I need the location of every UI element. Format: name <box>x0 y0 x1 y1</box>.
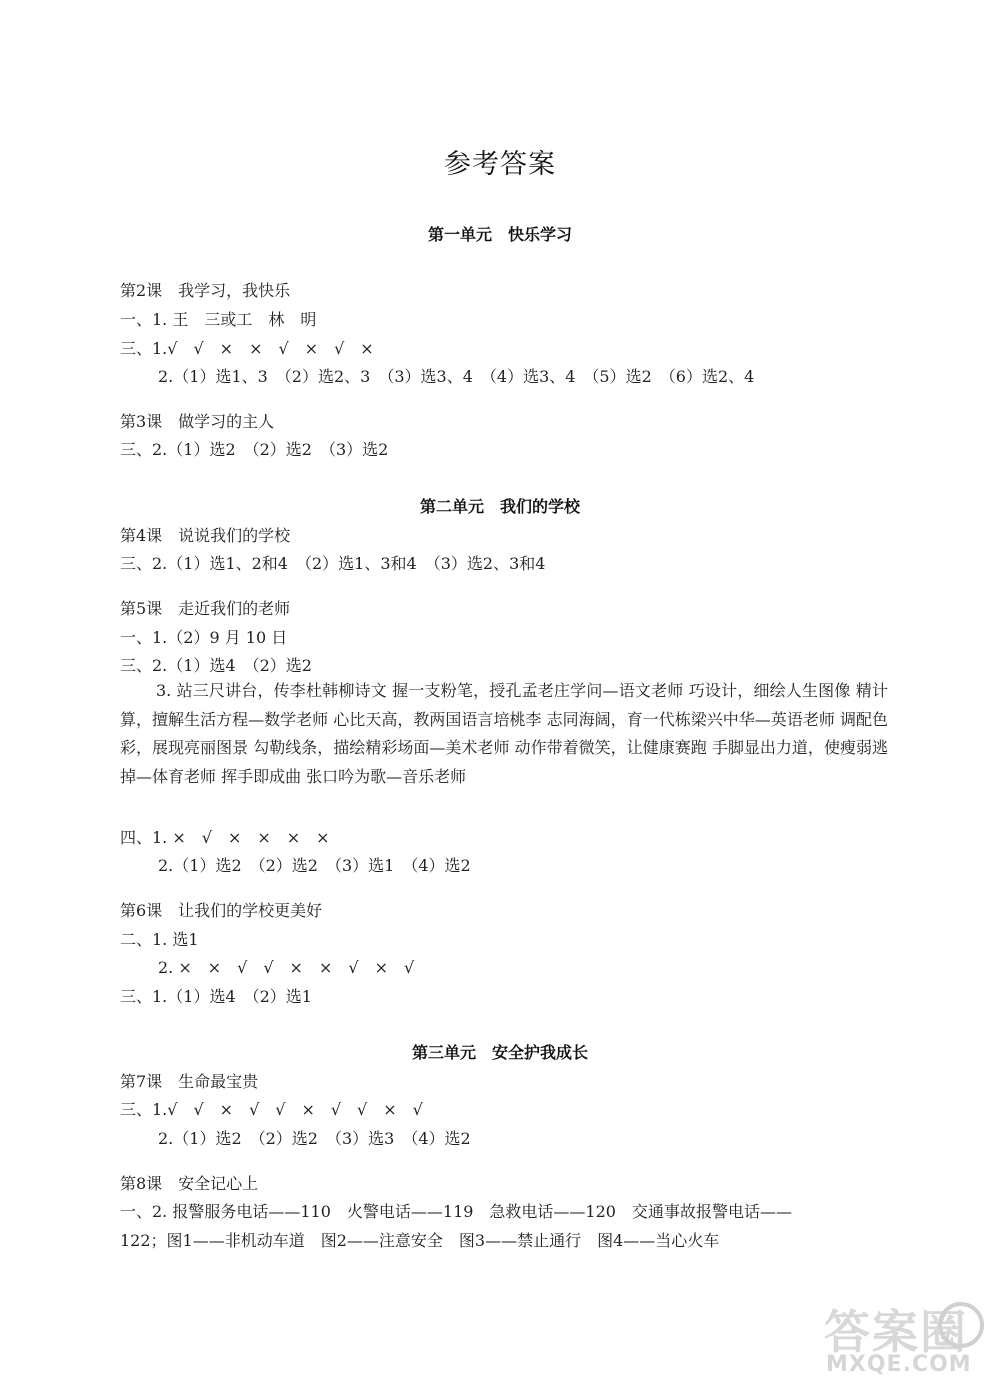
watermark-text: 答案圈 <box>824 1305 968 1359</box>
unit-heading-3: 第三单元 安全护我成长 <box>411 1043 588 1062</box>
lesson-heading-2: 第2课 我学习，我快乐 <box>120 281 291 300</box>
page-title: 参考答案 <box>444 149 556 180</box>
answer-line: 2.（1）选2 （2）选2 （3）选3 （4）选2 <box>158 1129 471 1148</box>
answer-line: 2.（1）选2 （2）选2 （3）选1 （4）选2 <box>158 856 471 875</box>
answer-line: 一、2. 报警服务电话——110 火警电话——119 急救电话——120 交通事故报警电话—— <box>120 1202 792 1221</box>
answer-line: 三、2.（1）选1、2和4 （2）选1、3和4 （3）选2、3和4 <box>120 554 546 573</box>
answer-line: 2. × × √ √ × × √ × √ <box>158 958 415 977</box>
answer-line: 2.（1）选1、3 （2）选2、3 （3）选3、4 （4）选3、4 （5）选2 （6）选2、4 <box>158 367 755 386</box>
answer-line: 三、1.√ √ × √ √ × √ √ × √ <box>120 1100 423 1119</box>
answer-line: 122；图1——非机动车道 图2——注意安全 图3——禁止通行 图4——当心火车 <box>120 1231 720 1250</box>
unit-heading-1: 第一单元 快乐学习 <box>427 225 572 244</box>
unit-heading-2: 第二单元 我们的学校 <box>419 497 580 516</box>
answer-line: 三、2.（1）选4 （2）选2 <box>120 656 312 675</box>
watermark-circle-icon <box>938 1302 984 1348</box>
lesson-heading-8: 第8课 安全记心上 <box>120 1174 259 1193</box>
lesson-heading-7: 第7课 生命最宝贵 <box>120 1072 259 1091</box>
answer-line: 三、1.√ √ × × √ × √ × <box>120 339 374 358</box>
lesson-heading-4: 第4课 说说我们的学校 <box>120 526 291 545</box>
lesson-heading-5: 第5课 走近我们的老师 <box>120 599 291 618</box>
answer-line: 一、1. 王 三或工 林 明 <box>120 310 317 329</box>
answer-line: 三、2.（1）选2 （2）选2 （3）选2 <box>120 440 389 459</box>
watermark-domain: MXQE.COM <box>826 1352 972 1377</box>
lesson-heading-3: 第3课 做学习的主人 <box>120 412 275 431</box>
answer-paragraph: 3. 站三尺讲台，传李杜韩柳诗文 握一支粉笔，授孔孟老庄学问—语文老师 巧设计，细绘人生图像 精计算，擅解生活方程—数学老师 心比天高，教两国语言培桃李 志同海阔，育一代栋梁兴中华—英语老师 调配色彩，展现亮丽图景 勾勒线条，描绘精彩场面—美术老师 动作带着微笑，让健康赛跑 手脚显出力道，使瘦弱逃掉—体育老师 挥手即成曲 张口吟为歌—音乐老师 <box>120 681 888 786</box>
lesson-heading-6: 第6课 让我们的学校更美好 <box>120 901 323 920</box>
answer-line: 一、1.（2）9 月 10 日 <box>120 628 288 647</box>
answer-line: 二、1. 选1 <box>120 930 199 949</box>
answer-line: 四、1. × √ × × × × <box>120 828 330 847</box>
answer-line: 三、1.（1）选4 （2）选1 <box>120 987 312 1006</box>
watermark-logo <box>820 1296 990 1386</box>
